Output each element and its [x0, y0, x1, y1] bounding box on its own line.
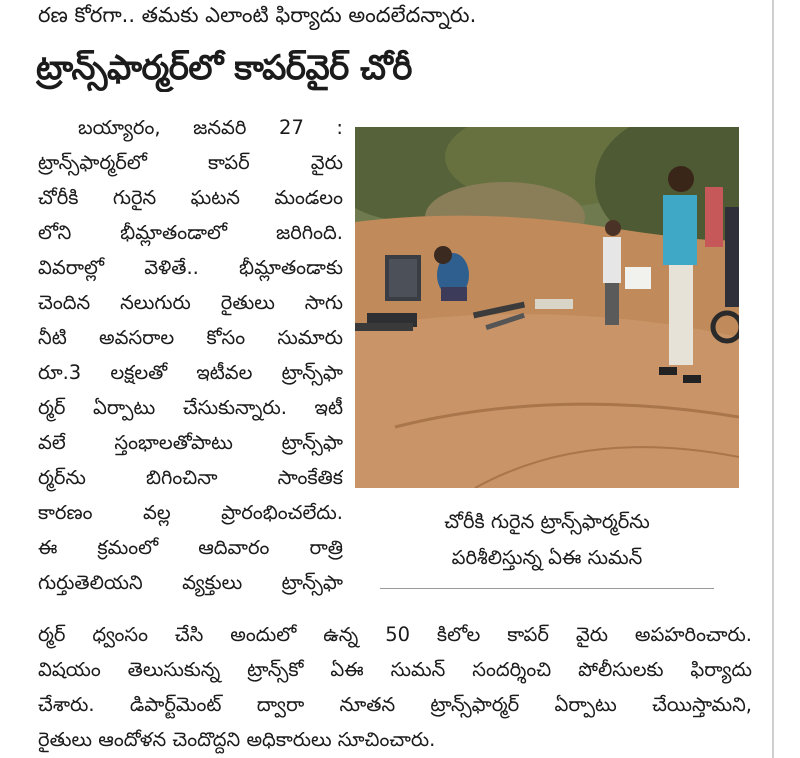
body-line: ర్మర్ ధ్వంసం చేసి అందులో ఉన్న 50 కిలోల కాపర్ వైరు అపహరించారు. — [38, 623, 752, 646]
body-line: గుర్తుతెలియని వ్యక్తులు ట్రాన్స్‌ఫా — [38, 571, 343, 594]
body-line: చేశారు. డిపార్ట్‌మెంట్ ద్వారా నూతన ట్రాన్స్‌ఫార్మర్ ఏర్పాటు చేయిస్తామని, — [38, 693, 752, 716]
photo-caption-line: చోరీకి గురైన ట్రాన్స్‌ఫార్మర్‌ను — [444, 510, 650, 533]
body-line: రూ.3 లక్షలతో ఇటీవల ట్రాన్స్‌ఫా — [38, 361, 343, 384]
news-photo — [355, 127, 739, 488]
body-line: బయ్యారం, జనవరి 27 : — [78, 116, 343, 139]
body-line: ట్రాన్స్‌ఫార్మర్‌లో కాపర్ వైరు — [38, 151, 343, 174]
body-line: రైతులు ఆందోళన చెందొద్దని అధికారులు సూచించారు. — [38, 728, 436, 751]
body-line: లోని భీమ్లాతండాలో జరిగింది. — [38, 221, 343, 244]
previous-article-last-line: రణ కోరగా.. తమకు ఎలాంటి ఫిర్యాదు అందలేదన్నారు. — [38, 3, 477, 27]
body-line: వివరాల్లో వెళితే.. భీమ్లాతండాకు — [38, 256, 343, 279]
body-line: విషయం తెలుసుకున్న ట్రాన్స్‌కో ఏఈ సుమన్ సందర్శించి పోలీసులకు ఫిర్యాదు — [38, 658, 752, 681]
body-line: చోరీకి గురైన ఘటన మండలం — [38, 186, 343, 209]
body-line: నీటి అవసరాల కోసం సుమారు — [38, 326, 343, 349]
transformer-inspection-photo — [355, 127, 739, 488]
body-line: కారణం వల్ల ప్రారంభించలేదు. — [38, 501, 343, 524]
photo-caption-line: పరిశీలిస్తున్న ఏఈ సుమన్ — [451, 546, 643, 569]
body-line: ర్మర్‌ను బిగించినా సాంకేతిక — [38, 466, 343, 489]
body-line: ఈ క్రమంలో ఆదివారం రాత్రి — [38, 536, 343, 559]
caption-divider — [380, 588, 714, 589]
body-line: వలే స్తంభాలతోపాటు ట్రాన్స్‌ఫా — [38, 431, 343, 454]
body-line: చెందిన నలుగురు రైతులు సాగు — [38, 291, 343, 314]
column-divider — [772, 0, 774, 758]
article-headline: ట్రాన్స్‌ఫార్మర్‌లో కాపర్‌వైర్‌ చోరీ — [36, 48, 412, 88]
body-line: ర్మర్ ఏర్పాటు చేసుకున్నారు. ఇటీ — [38, 396, 343, 419]
